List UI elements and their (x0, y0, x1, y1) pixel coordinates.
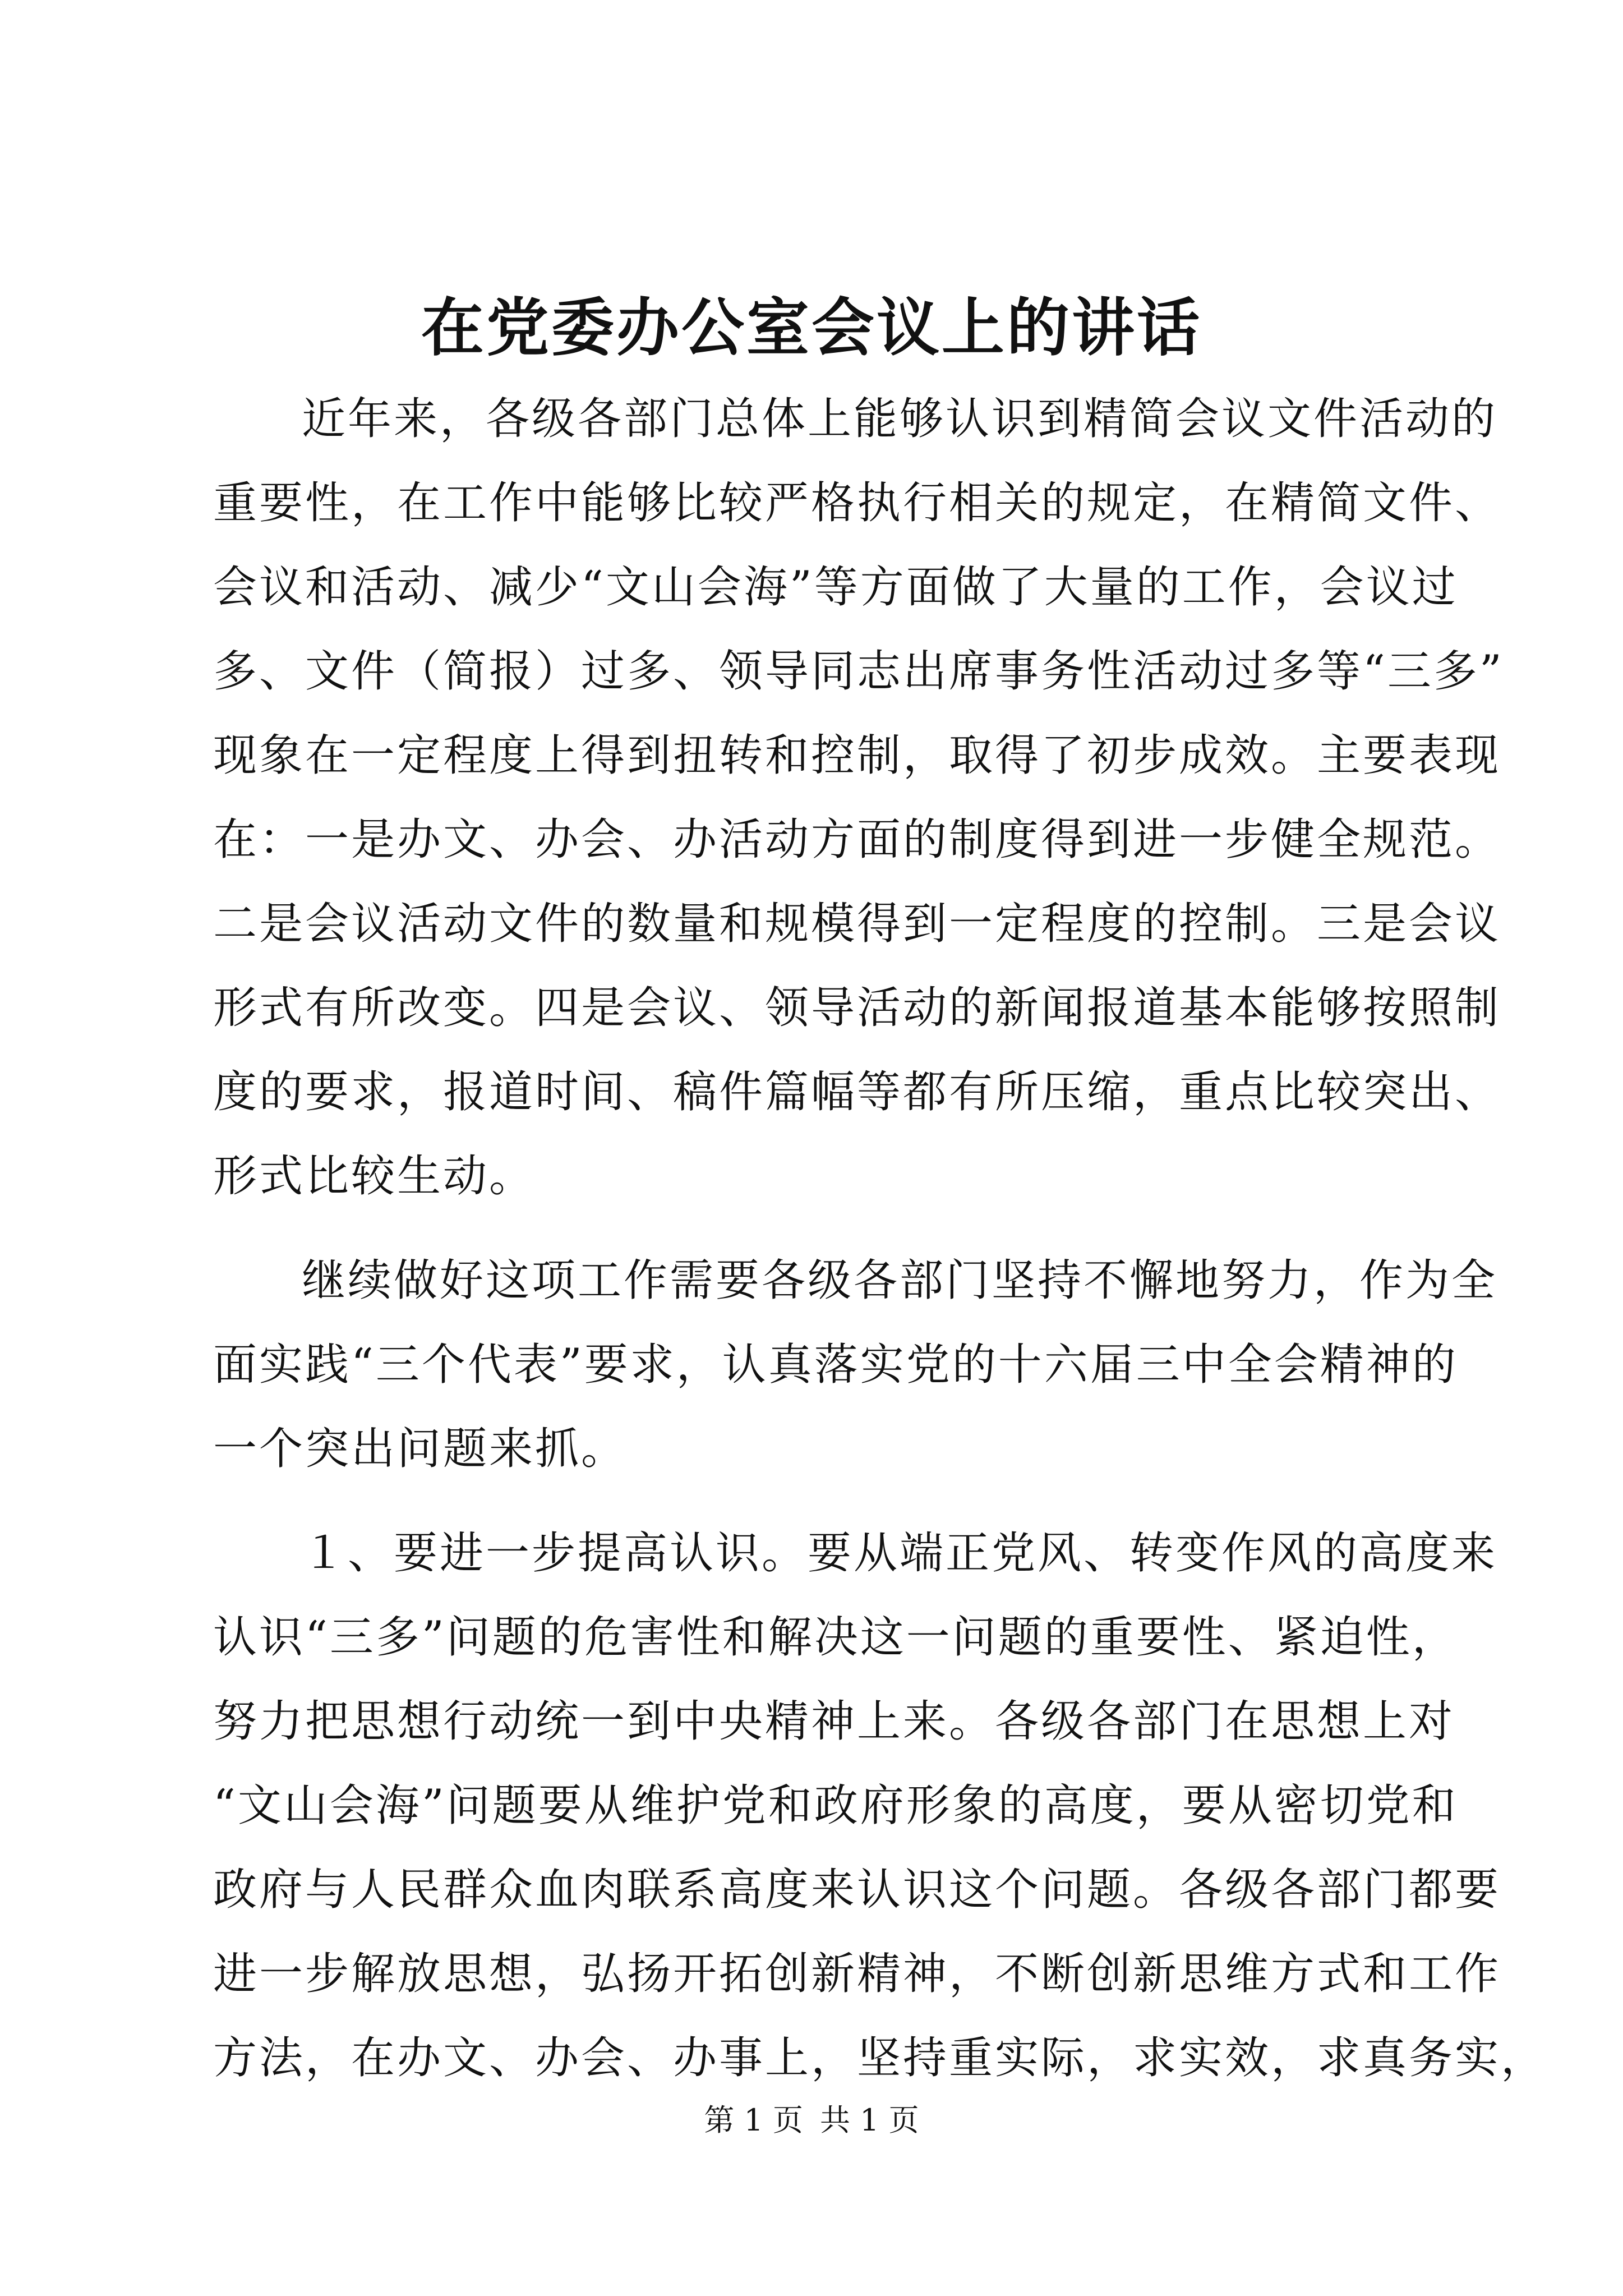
text-line: 重要性，在工作中能够比较严格执行相关的规定，在精简文件、 (213, 478, 1501, 528)
text-line: 度的要求，报道时间、稿件篇幅等都有所压缩，重点比较突出、 (213, 1067, 1501, 1117)
document-body (213, 377, 1547, 2120)
paragraph-3 (213, 1511, 1547, 2100)
text-line: １、要进一步提高认识。要从端正党风、转变作风的高度来 (302, 1528, 1498, 1579)
text-line: 一个突出问题来抓。 (213, 1424, 628, 1474)
text-line: 认识“三多”问题的危害性和解决这一问题的重要性、紧迫性， (213, 1612, 1458, 1663)
page-number: 第 1 页 (704, 2102, 803, 2138)
text-line: 近年来，各级各部门总体上能够认识到精简会议文件活动的 (302, 394, 1498, 444)
text-line: 方法，在办文、办会、办事上，坚持重实际，求实效，求真务实， (213, 2033, 1547, 2083)
text-line: 继续做好这项工作需要各级各部门坚持不懈地努力，作为全 (302, 1255, 1498, 1306)
paragraph-1 (213, 377, 1504, 1218)
text-line: 政府与人民群众血肉联系高度来认识这个问题。各级各部门都要 (213, 1865, 1501, 1915)
page-total: 共 1 页 (820, 2102, 919, 2138)
document-title: 在党委办公室会议上的讲话 (421, 291, 1202, 365)
text-line: 努力把思想行动统一到中央精神上来。各级各部门在思想上对 (213, 1696, 1455, 1747)
text-line: 现象在一定程度上得到扭转和控制，取得了初步成效。主要表现 (213, 730, 1501, 781)
text-line: 在：一是办文、办会、办活动方面的制度得到进一步健全规范。 (213, 815, 1501, 865)
text-line: 形式比较生动。 (213, 1151, 536, 1202)
page-footer (0, 2098, 1623, 2143)
text-line: 形式有所改变。四是会议、领导活动的新闻报道基本能够按照制 (213, 983, 1501, 1033)
text-line: 会议和活动、减少“文山会海”等方面做了大量的工作，会议过 (213, 562, 1458, 613)
text-line: “文山会海”问题要从维护党和政府形象的高度，要从密切党和 (213, 1780, 1458, 1831)
text-line: 面实践“三个代表”要求，认真落实党的十六届三中全会精神的 (213, 1340, 1458, 1390)
text-line: 二是会议活动文件的数量和规模得到一定程度的控制。三是会议 (213, 899, 1501, 949)
text-line: 进一步解放思想，弘扬开拓创新精神，不断创新思维方式和工作 (213, 1949, 1501, 1999)
text-line: 多、文件（简报）过多、领导同志出席事务性活动过多等“三多” (213, 646, 1504, 697)
paragraph-2 (213, 1239, 1498, 1491)
